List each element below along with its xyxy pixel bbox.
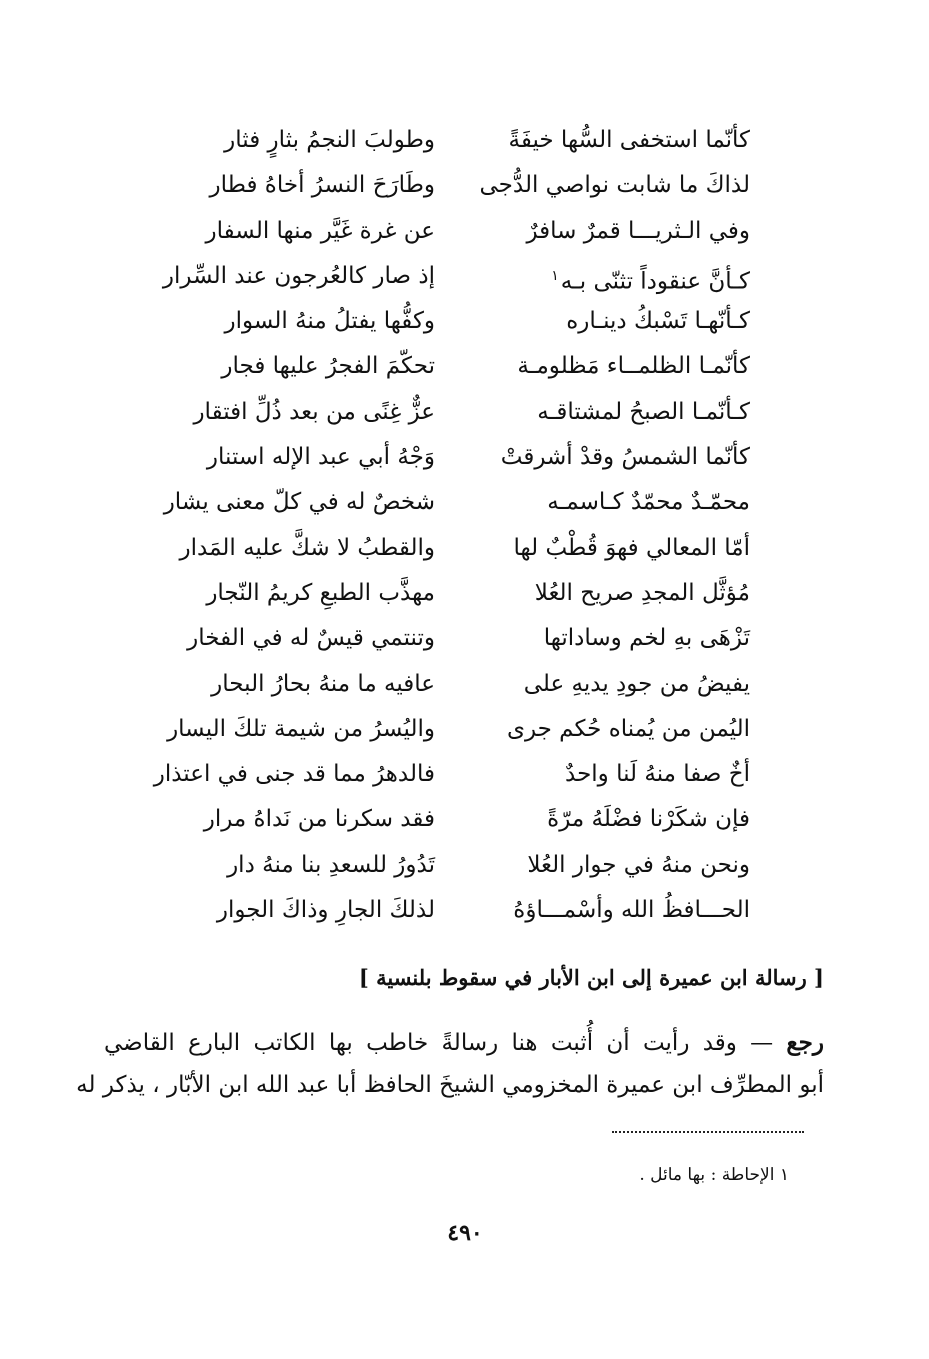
verse	[150, 616, 750, 661]
verse	[150, 390, 750, 435]
verse-first-hemistich	[465, 616, 750, 661]
hemistich-text: كأنّما الشمسُ وقدْ أشرقتْ	[500, 444, 750, 471]
verse-second-hemistich: تَدُورُ للسعدِ بنا منهُ دار	[227, 851, 435, 878]
verse	[150, 752, 750, 797]
prose-line-2: أبو المطرِّف ابن عميرة المخزومي الشيخَ الحافظ أبا عبد الله ابن الأبّار ، يذكر له	[76, 1072, 824, 1098]
verse	[150, 435, 750, 480]
verse-first-hemistich	[465, 163, 750, 208]
verse	[150, 254, 750, 299]
verse	[150, 299, 750, 344]
footnote: ١ الإحاطة : بها مائل .	[639, 1165, 789, 1185]
section-heading: [ رسالة ابن عميرة إلى ابن الأبار في سقوط بلنسية ]	[358, 965, 824, 990]
verse	[150, 707, 750, 752]
prose-line-1	[104, 1022, 824, 1064]
verse-second-hemistich: واليُسرُ من شيمة تلكَ اليسار	[167, 715, 435, 742]
verse-first-hemistich	[465, 843, 750, 888]
hemistich-text: ونحن منهُ في جوار العُلا	[527, 851, 750, 878]
verse	[150, 344, 750, 389]
verse-second-hemistich: شخصٌ له في كلّ معنى يشار	[163, 489, 435, 516]
hemistich-text: وفي الـثريـــا قمرٌ سافرٌ	[526, 217, 750, 244]
verse-first-hemistich	[465, 707, 750, 752]
prose-paragraph	[76, 1022, 824, 1106]
verse-first-hemistich	[465, 571, 750, 616]
verse-second-hemistich: فقد سكرنا من نَداهُ مرار	[203, 806, 435, 833]
page-number: ٤٩٠	[447, 1220, 483, 1246]
verse	[150, 526, 750, 571]
verse-second-hemistich: وكفُّها يفتلُ منهُ السوار	[224, 308, 435, 335]
verse	[150, 662, 750, 707]
verse-second-hemistich: عزٌّ غِنًى من بعد ذُلِّ افتقار	[193, 398, 435, 425]
verse-first-hemistich	[465, 662, 750, 707]
hemistich-text: تَزْهَى بهِ لخم وساداتها	[543, 625, 750, 652]
hemistich-text: أخٌ صفا منهُ لَنا واحدٌ	[565, 761, 750, 788]
verse-first-hemistich	[465, 118, 750, 163]
hemistich-text: اليُمن من يُمناه حُكم جرى	[506, 715, 750, 742]
hemistich-text: محمّـدٌ محمّدٌ كـاسمـه	[547, 489, 750, 516]
verse	[150, 571, 750, 616]
verse-second-hemistich: وطولبَ النجمُ بثارٍ فثار	[224, 127, 435, 153]
verse	[150, 480, 750, 525]
verse-second-hemistich: وتنتمي قيسٌ له في الفخار	[187, 625, 435, 652]
verse-second-hemistich: عافيه ما منهُ بحارُ البحار	[211, 670, 435, 697]
hemistich-text: الحـــافظُ الله وأسْمـــاؤهُ	[513, 897, 750, 924]
verse	[150, 843, 750, 888]
verse-first-hemistich	[465, 390, 750, 435]
verse	[150, 209, 750, 254]
verse-first-hemistich	[465, 480, 750, 525]
hemistich-text: أمّا المعالي فهوَ قُطْبٌ لها	[513, 534, 750, 561]
verse	[150, 163, 750, 208]
hemistich-text: كأنّمـا الظلمــاء مَظلومـة	[517, 353, 750, 380]
poem	[150, 118, 750, 933]
prose-lead-word: رجع	[786, 1029, 824, 1056]
verse-first-hemistich	[465, 797, 750, 842]
verse-first-hemistich	[465, 752, 750, 797]
verse-second-hemistich: وَجْهُ أبي عبد الإله استنار	[206, 444, 435, 471]
verse-second-hemistich: مهذَّب الطبعِ كريمُ النّجار	[206, 579, 435, 606]
verse	[150, 888, 750, 933]
verse-first-hemistich	[465, 888, 750, 933]
verse-second-hemistich: وطَارَحَ النسرُ أخاهُ فطار	[209, 172, 435, 199]
footnote-divider	[612, 1131, 804, 1133]
verse-second-hemistich: فالدهرُ مما قد جنى في اعتذار	[153, 761, 435, 788]
hemistich-text: كـأنَّ عنقوداً تثنّى بـه	[560, 268, 750, 295]
verse	[150, 797, 750, 842]
verse-second-hemistich: إذ صار كالعُرجون عند السِّرار	[162, 262, 435, 289]
hemistich-text: مُؤثَّل المجدِ صريح العُلا	[534, 579, 750, 606]
verse-first-hemistich	[465, 435, 750, 480]
hemistich-text: فإن شكَرْنا فضْلَهُ مرّةً	[547, 806, 750, 833]
hemistich-text: كـأنّهـا تَسْبكُ دينـاره	[566, 308, 750, 335]
verse-second-hemistich: لذلكَ الجارِ وذاكَ الجوار	[216, 897, 435, 924]
verse-first-hemistich	[465, 299, 750, 344]
verse-first-hemistich	[465, 254, 750, 305]
hemistich-text: يفيضُ من جودِ يديهِ على	[523, 670, 750, 697]
hemistich-text: لذاكَ ما شابت نواصي الدُّجى	[479, 172, 750, 199]
hemistich-text: كأنّما استخفى السُّها خيفَةً	[508, 127, 750, 153]
verse-first-hemistich	[465, 344, 750, 389]
prose-line-1-text: — وقد رأيت أن أُثبت هنا رسالةً خاطب بها الكاتب البارع القاضي	[104, 1030, 787, 1056]
verse	[150, 118, 750, 163]
verse-second-hemistich: عن غرة غَيَّر منها السفار	[205, 217, 435, 244]
hemistich-text: كـأنّمـا الصبحُ لمشتاقـه	[537, 398, 750, 425]
verse-first-hemistich	[465, 526, 750, 571]
verse-second-hemistich: والقطبُ لا شكَّ عليه المَدار	[179, 534, 435, 561]
verse-second-hemistich: تحكّمَ الفجرُ عليها فجار	[221, 353, 435, 380]
verse-first-hemistich	[465, 209, 750, 254]
footnote-marker: ١	[551, 267, 559, 284]
